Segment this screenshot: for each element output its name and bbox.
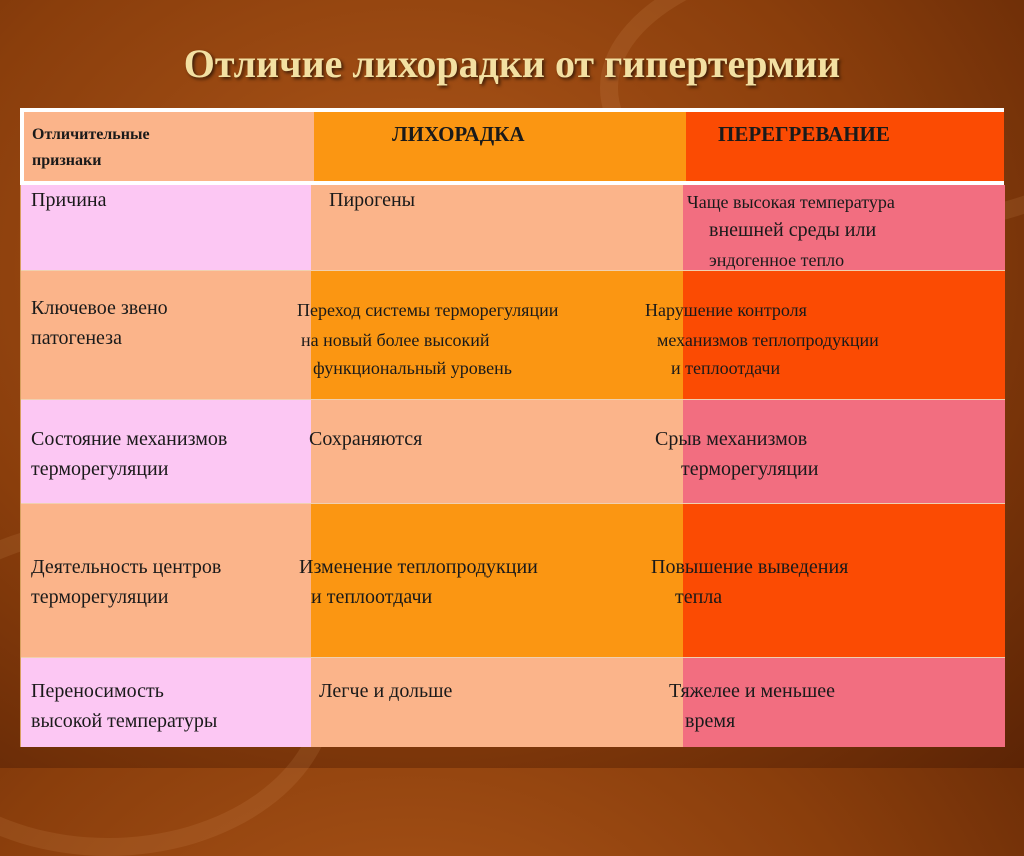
cell-text: на новый более высокий — [301, 330, 490, 350]
comparison-table — [20, 185, 1005, 747]
cell-text: Легче и дольше — [319, 680, 453, 702]
slide-title: Отличие лихорадки от гипертермии — [183, 41, 841, 86]
cell-text: тепла — [675, 586, 723, 608]
table-row — [21, 185, 1005, 271]
table-row — [21, 504, 1005, 658]
cell-fever — [297, 271, 683, 399]
cell-fever — [311, 185, 683, 270]
table-row — [21, 271, 1005, 400]
cell-text: Тяжелее и меньшее — [669, 680, 836, 702]
cell-overheat — [669, 658, 1005, 747]
cell-text: Сохраняются — [309, 428, 423, 450]
cell-sign — [21, 185, 311, 270]
cell-text: Нарушение контроля — [645, 300, 807, 320]
cell-text: Деятельность центров — [31, 556, 222, 578]
cell-text: Срыв механизмов — [655, 428, 808, 450]
cell-fever — [311, 400, 683, 503]
cell-sign — [21, 504, 311, 657]
cell-text: Переход системы терморегуляции — [297, 300, 559, 320]
cell-text: и теплоотдачи — [311, 586, 433, 608]
header-cell-signs — [24, 112, 314, 181]
table-row — [21, 658, 1005, 747]
cell-text: терморегуляции — [681, 458, 819, 480]
cell-sign — [21, 658, 311, 747]
cell-overheat — [645, 271, 1005, 399]
cell-text: терморегуляции — [31, 458, 169, 480]
cell-text: функциональный уровень — [313, 358, 512, 378]
cell-sign — [21, 271, 311, 399]
cell-text: терморегуляции — [31, 586, 169, 608]
cell-text: Состояние механизмов — [31, 428, 228, 450]
cell-text: механизмов теплопродукции — [657, 330, 879, 350]
cell-text: Изменение теплопродукции — [299, 556, 538, 578]
cell-text: внешней среды или — [709, 219, 877, 241]
cell-text: эндогенное тепло — [709, 250, 845, 270]
cell-text: Чаще высокая температура — [687, 192, 895, 212]
header-signs-line1: Отличительные — [32, 126, 150, 143]
header-cell-overheat — [686, 112, 1004, 181]
cell-text: патогенеза — [31, 327, 122, 349]
header-signs-line2: признаки — [32, 152, 102, 169]
header-overheat-label: ПЕРЕГРЕВАНИЕ — [718, 122, 890, 146]
table-row — [21, 400, 1005, 504]
cell-sign — [21, 400, 311, 503]
cell-overheat — [651, 504, 1005, 657]
table-header — [20, 108, 1004, 185]
header-fever-label: ЛИХОРАДКА — [392, 122, 525, 146]
cell-overheat — [655, 400, 1005, 503]
cell-text: Повышение выведения — [651, 556, 849, 578]
cell-fever — [311, 658, 683, 747]
cell-overheat — [683, 185, 1005, 270]
cell-text: Причина — [31, 189, 107, 211]
cell-fever — [299, 504, 683, 657]
cell-text: и теплоотдачи — [671, 358, 781, 378]
cell-text: Пирогены — [329, 189, 416, 211]
cell-text: Ключевое звено — [31, 297, 168, 319]
cell-text: Переносимость — [31, 680, 164, 702]
header-cell-fever — [314, 112, 686, 181]
cell-text: время — [685, 710, 736, 732]
cell-text: высокой температуры — [31, 710, 218, 732]
